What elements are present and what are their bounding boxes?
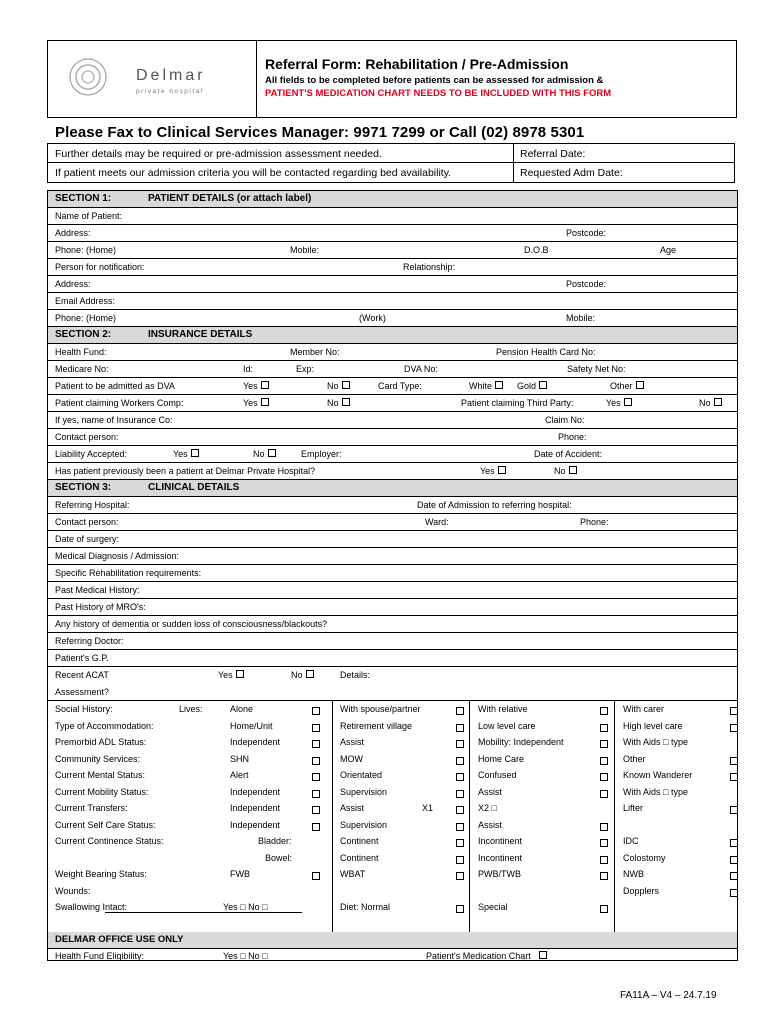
pension-label: Pension Health Card No: [496,347,596,357]
grid-c3-option[interactable]: X2 □ [478,803,497,813]
grid-c1-option[interactable]: Home/Unit [230,720,273,731]
surgery-row[interactable] [48,531,737,548]
section2-header [48,327,737,344]
grid-c3-option[interactable]: With relative [478,704,528,714]
s3-phone-label: Phone: [580,517,609,527]
grid-c1-checkbox[interactable] [312,806,320,814]
claim-no-label: Claim No: [545,415,585,425]
grid-c3-checkbox[interactable] [600,790,608,798]
acat-row [48,667,737,701]
rehab-row[interactable] [48,565,737,582]
fax-instructions: Please Fax to Clinical Services Manager: 9971 7299 or Call (02) 8978 5301 [55,124,585,141]
contact-label: Contact person: [55,432,119,442]
grid-c4-option[interactable]: Lifter [623,803,644,813]
mro-label: Past History of MRO's: [55,602,146,612]
grid-c4-checkbox[interactable] [730,889,738,897]
grid-c3-option[interactable]: Home Care [478,753,525,764]
grid-c3-option[interactable]: Assist [478,786,503,797]
grid-c3-option[interactable]: Mobility: Independent [478,737,564,747]
logo-sub: private hospital [136,88,204,95]
grid-row-label: Premorbid ADL Status: [55,737,147,747]
health-fund-label: Health Fund: [55,347,107,357]
grid-c3-checkbox[interactable] [600,856,608,864]
grid-c1-option[interactable]: Independent [230,803,281,813]
grid-c1-option[interactable]: Independent [230,819,281,830]
relationship-label: Relationship: [403,262,456,272]
rehab-label: Specific Rehabilitation requirements: [55,568,202,578]
grid-c4-checkbox[interactable] [730,856,738,864]
grid-c3-checkbox[interactable] [600,823,608,831]
workers-comp-row [48,395,737,412]
intro-line2: If patient meets our admission criteria you will be contacted regarding bed availability. [55,167,452,179]
address-row[interactable] [48,225,737,242]
grid-c2-option[interactable]: With spouse/partner [340,704,421,714]
grid-c4-checkbox[interactable] [730,872,738,880]
phone2-row[interactable] [48,310,737,327]
grid-c2-checkbox[interactable] [456,740,464,748]
grid-c2-checkbox[interactable] [456,839,464,847]
grid-c2-option[interactable]: Retirement village [340,720,413,731]
section3-label: SECTION 3: [55,482,112,493]
grid-row-label: Swallowing Intact: [55,902,128,912]
grid-c3-option[interactable]: Low level care [478,720,536,731]
previous-label: Has patient previously been a patient at Delmar Private Hospital? [55,466,316,476]
phone-row[interactable] [48,242,737,259]
grid-c4-option[interactable]: With Aids □ type [623,737,688,747]
grid-c1-option[interactable]: Bowel: [265,852,293,863]
grid-c1-checkbox[interactable] [312,872,320,880]
grid-c4-option[interactable]: With carer [623,704,665,714]
grid-c4-option[interactable]: NWB [623,869,644,879]
grid-c3-option[interactable]: Incontinent [478,852,523,863]
logo-name: Delmar [136,67,206,84]
grid-c1-checkbox[interactable] [312,757,320,765]
grid-c1-checkbox[interactable] [312,773,320,781]
acat-details-label: Details: [340,670,371,680]
dob-label: D.O.B [524,245,549,255]
grid-row-label: Current Transfers: [55,803,128,813]
contact-phone-label: Phone: [558,432,587,442]
grid-c3-checkbox[interactable] [600,773,608,781]
grid-c1-checkbox[interactable] [312,707,320,715]
grid-c1-option[interactable]: Independent [230,786,281,797]
grid-c3-checkbox[interactable] [600,724,608,732]
dementia-row[interactable] [48,616,737,633]
grid-c2-option[interactable]: Assist [340,737,365,747]
grid-c3-option[interactable]: PWB/TWB [478,869,521,879]
grid-c2-checkbox[interactable] [456,856,464,864]
grid-c4-option[interactable]: Known Wanderer [623,770,693,780]
address2-label: Address: [55,279,91,289]
section1-header [48,191,737,208]
dementia-label: Any history of dementia or sudden loss of consciousness/blackouts? [55,619,328,629]
contact-row[interactable] [48,429,737,446]
phone-home-label: Phone: (Home) [55,245,117,255]
mobile2-label: Mobile: [566,313,596,323]
grid-c4-checkbox[interactable] [730,773,738,781]
phone-home2-label: Phone: (Home) [55,313,117,323]
wc-yes[interactable]: Yes [243,398,269,408]
card-other[interactable]: Other [610,381,644,391]
grid-c3-checkbox[interactable] [600,757,608,765]
pmh-label: Past Medical History: [55,585,140,595]
grid-c3-option[interactable]: Confused [478,770,517,780]
workers-comp-label: Patient claiming Workers Comp: [55,398,184,408]
grid-divider-2 [469,701,470,932]
grid-c4-checkbox[interactable] [730,839,738,847]
grid-row-label: Social History: [55,704,113,714]
medicare-row[interactable] [48,361,737,378]
referral-form [47,190,738,961]
grid-c2-checkbox[interactable] [456,707,464,715]
office-header [48,932,737,949]
intro-box [47,143,735,183]
grid-c1-option[interactable]: Yes □ No □ [223,902,268,912]
liability-yes[interactable]: Yes [173,449,199,459]
mro-row[interactable] [48,599,737,616]
postcode2-label: Postcode: [566,279,607,289]
previous-no[interactable]: No [554,466,577,476]
grid-c3-checkbox[interactable] [600,839,608,847]
postcode-label: Postcode: [566,228,607,238]
wc-no[interactable]: No [327,398,350,408]
grid-c4-option[interactable]: IDC [623,836,639,846]
id-label: Id: [243,364,254,374]
previous-row [48,463,737,480]
work-label: (Work) [359,313,386,323]
grid-c1-checkbox[interactable] [312,724,320,732]
eligibility-yesno[interactable]: Yes □ No □ [223,951,268,961]
delmar-logo-icon [68,57,108,97]
intro-line1: Further details may be required or pre-admission assessment needed. [55,148,382,160]
grid-c2-extra: X1 [422,803,434,813]
grid-row-label: Current Continence Status: [55,836,164,846]
address2-row[interactable] [48,276,737,293]
acat-label: Recent ACAT [55,670,109,680]
grid-c4-checkbox[interactable] [730,806,738,814]
gp-label: Patient's G.P. [55,653,109,663]
dva-row [48,378,737,395]
dva-label: Patient to be admitted as DVA [55,381,175,391]
email-label: Email Address: [55,296,116,306]
section1-label: SECTION 1: [55,193,112,204]
section3-title: CLINICAL DETAILS [148,482,240,493]
member-no-label: Member No: [290,347,340,357]
s3-contact-row[interactable] [48,514,737,531]
grid-c4-checkbox[interactable] [730,724,738,732]
eligibility-label: Health Fund Eligibility: [55,951,145,961]
grid-c1-option[interactable]: Independent [230,737,281,747]
card-gold[interactable]: Gold [517,381,547,391]
assessment-label: Assessment? [55,687,110,697]
tp-yes[interactable]: Yes [606,398,632,408]
liability-row [48,446,737,463]
grid-c4-option[interactable]: Other [623,753,646,764]
grid-row-label: Community Services: [55,753,141,764]
grid-c2-checkbox[interactable] [456,790,464,798]
grid-c4-option[interactable]: High level care [623,720,683,731]
office-title: DELMAR OFFICE USE ONLY [55,934,184,945]
previous-yes[interactable]: Yes [480,466,506,476]
logo-area [48,41,257,117]
liability-no[interactable]: No [253,449,276,459]
grid-c2-option[interactable]: Orientated [340,770,383,780]
grid-row-label: Current Mobility Status: [55,786,149,797]
grid-c1-option[interactable]: FWB [230,869,250,879]
employer-label: Employer: [301,449,342,459]
wounds-line [105,912,302,913]
grid-c1-option[interactable]: Alone [230,704,254,714]
insurance-co-label: If yes, name of Insurance Co: [55,415,173,425]
grid-c1-option[interactable]: Alert [230,770,249,780]
grid-c3-checkbox[interactable] [600,740,608,748]
referring-hospital-label: Referring Hospital: [55,500,130,510]
form-version: FA11A – V4 – 24.7.19 [620,990,717,1001]
grid-c2-checkbox[interactable] [456,905,464,913]
mobile-label: Mobile: [290,245,320,255]
grid-c2-option[interactable]: Continent [340,852,379,863]
grid-c2-option[interactable]: Assist [340,803,365,813]
section2-title: INSURANCE DETAILS [148,329,253,340]
grid-c3-checkbox[interactable] [600,872,608,880]
doctor-label: Referring Doctor: [55,636,124,646]
grid-c2-option[interactable]: MOW [340,753,363,764]
s3-contact-label: Contact person: [55,517,119,527]
exp-label: Exp: [296,364,315,374]
grid-c3-option[interactable]: Special [478,902,508,912]
grid-divider-3 [614,701,615,932]
tp-no[interactable]: No [699,398,722,408]
card-type-label: Card Type: [378,381,422,391]
grid-c4-option[interactable]: Dopplers [623,885,660,896]
grid-row-label: Type of Accommodation: [55,720,154,731]
section1-title: PATIENT DETAILS (or attach label) [148,193,312,204]
notify-label: Person for notification: [55,262,145,272]
liability-label: Liability Accepted: [55,449,128,459]
grid-row-label: Current Self Care Status: [55,819,156,830]
grid-c2-checkbox[interactable] [456,806,464,814]
surgery-label: Date of surgery: [55,534,120,544]
safety-net-label: Safety Net No: [567,364,626,374]
dva-no-label: DVA No: [404,364,438,374]
section3-header [48,480,737,497]
grid-c2-checkbox[interactable] [456,773,464,781]
grid-divider-1 [332,701,333,932]
grid-row-label: Weight Bearing Status: [55,869,147,879]
medicare-label: Medicare No: [55,364,109,374]
gp-row[interactable] [48,650,737,667]
dva-no[interactable]: No [327,381,350,391]
grid-c3-checkbox[interactable] [600,905,608,913]
patient-name-row[interactable] [48,208,737,225]
age-label: Age [660,245,677,255]
grid-c1-checkbox[interactable] [312,790,320,798]
grid-row-extra: Lives: [179,704,203,714]
referral-date-label[interactable]: Referral Date: [520,148,586,160]
date-admission-label: Date of Admission to referring hospital: [417,500,572,510]
grid-row-label: Wounds: [55,885,91,896]
grid-row-label: Current Mental Status: [55,770,146,780]
grid-c2-checkbox[interactable] [456,757,464,765]
insurance-co-row[interactable] [48,412,737,429]
grid-c4-option[interactable]: With Aids □ type [623,786,688,797]
grid-c2-option[interactable]: Continent [340,836,379,846]
patient-name-label: Name of Patient: [55,211,123,221]
grid-c2-checkbox[interactable] [456,872,464,880]
accident-label: Date of Accident: [534,449,603,459]
grid-c4-option[interactable]: Colostomy [623,852,666,863]
grid-c2-option[interactable]: Supervision [340,786,388,797]
status-grid [48,701,737,933]
acat-yes[interactable]: Yes [218,670,244,680]
grid-c1-option[interactable]: SHN [230,753,250,764]
grid-c4-checkbox[interactable] [730,757,738,765]
third-party-label: Patient claiming Third Party: [461,398,574,408]
grid-c3-option[interactable]: Incontinent [478,836,523,846]
form-subtitle: All fields to be completed before patients can be assessed for admission & [265,75,604,86]
grid-c1-option[interactable]: Bladder: [258,836,292,846]
grid-c1-checkbox[interactable] [312,740,320,748]
med-chart-check[interactable]: Patient's Medication Chart [426,951,547,961]
card-white[interactable]: White [469,381,503,391]
doctor-row[interactable] [48,633,737,650]
grid-c2-option[interactable]: Diet: Normal [340,902,391,912]
grid-c2-checkbox[interactable] [456,724,464,732]
grid-c3-option[interactable]: Assist [478,819,503,830]
section2-label: SECTION 2: [55,329,112,340]
grid-c2-option[interactable]: WBAT [340,869,366,879]
health-fund-row[interactable] [48,344,737,361]
grid-c3-checkbox[interactable] [600,707,608,715]
referring-hospital-row[interactable] [48,497,737,514]
requested-date-label[interactable]: Requested Adm Date: [520,167,623,179]
pmh-row[interactable] [48,582,737,599]
diagnosis-row[interactable] [48,548,737,565]
address-label: Address: [55,228,91,238]
form-title: Referral Form: Rehabilitation / Pre-Admission [265,56,569,72]
grid-c2-checkbox[interactable] [456,823,464,831]
grid-c4-checkbox[interactable] [730,707,738,715]
diagnosis-label: Medical Diagnosis / Admission: [55,551,180,561]
office-row [48,949,737,962]
grid-c1-checkbox[interactable] [312,823,320,831]
acat-no[interactable]: No [291,670,314,680]
notify-row[interactable] [48,259,737,276]
dva-yes[interactable]: Yes [243,381,269,391]
medication-warning: PATIENT'S MEDICATION CHART NEEDS TO BE INCLUDED WITH THIS FORM [265,88,612,99]
ward-label: Ward: [425,517,449,527]
email-row[interactable] [48,293,737,310]
grid-c2-option[interactable]: Supervision [340,819,388,830]
